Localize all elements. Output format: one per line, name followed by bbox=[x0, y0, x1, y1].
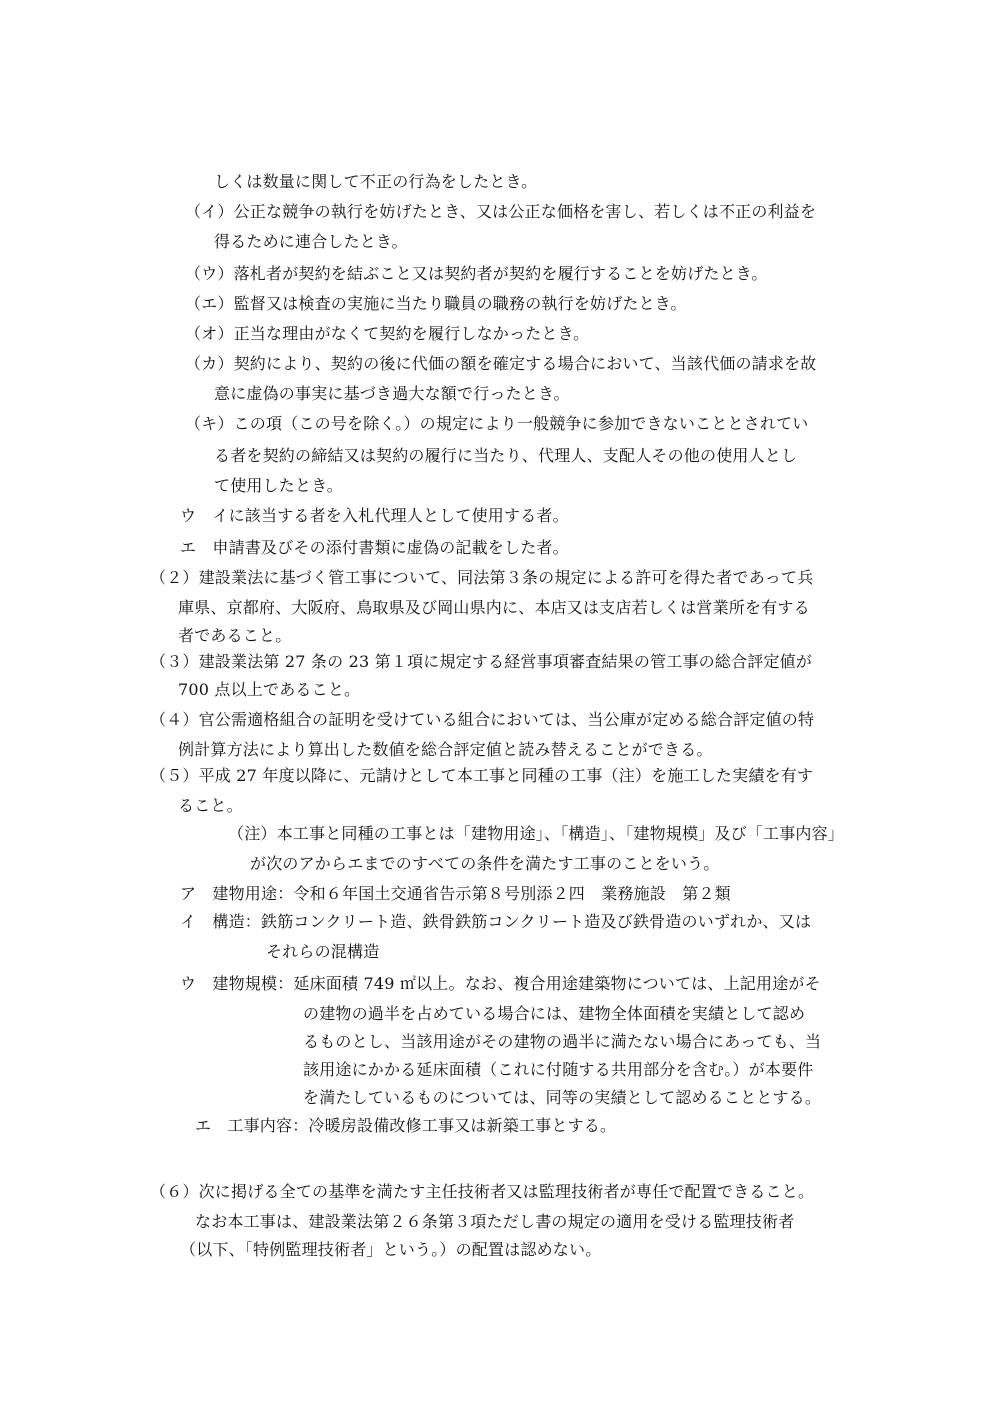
text-line: の建物の過半を占めている場合には、建物全体面積を実績として認め bbox=[303, 1004, 806, 1023]
text-line: 得るために連合したとき。 bbox=[214, 232, 408, 251]
text-line: なお本工事は、建設業法第２６条第３項ただし書の規定の適用を受ける監理技術者 bbox=[195, 1212, 795, 1231]
text-line: を満たしているものについては、同等の実績として認めることとする。 bbox=[303, 1088, 822, 1107]
text-line: イ 構造：鉄筋コンクリート造、鉄骨鉄筋コンクリート造及び鉄骨造のいずれか、又は bbox=[180, 912, 812, 931]
text-line: （以下、「特例監理技術者」という。）の配置は認めない。 bbox=[180, 1240, 602, 1259]
text-line: （カ）契約により、契約の後に代価の額を確定する場合において、当該代価の請求を故 bbox=[185, 354, 817, 373]
text-line: （エ）監督又は検査の実施に当たり職員の職務の執行を妨げたとき。 bbox=[185, 294, 687, 313]
text-line: 者であること。 bbox=[178, 626, 292, 645]
text-line: 例計算方法により算出した数値を総合評定値と読み替えることができる。 bbox=[178, 740, 713, 759]
text-line: （注）本工事と同種の工事とは「建物用途」、「構造」、「建物規模」及び「工事内容」 bbox=[228, 824, 845, 843]
text-line: （キ）この項（この号を除く。）の規定により一般競争に参加できないこととされてい bbox=[185, 414, 809, 433]
text-line: 意に虚偽の事実に基づき過大な額で行ったとき。 bbox=[214, 384, 570, 403]
text-line: ること。 bbox=[178, 796, 243, 815]
text-line: しくは数量に関して不正の行為をしたとき。 bbox=[214, 172, 538, 191]
text-line: ウ イに該当する者を入札代理人として使用する者。 bbox=[180, 506, 569, 525]
text-line: （４）官公需適格組合の証明を受けている組合においては、当公庫が定める総合評定値の特 bbox=[150, 710, 815, 729]
text-line: るものとし、当該用途がその建物の過半に満たない場合にあっても、当 bbox=[303, 1032, 822, 1051]
text-line: それらの混構造 bbox=[266, 942, 380, 961]
text-line: （イ）公正な競争の執行を妨げたとき、又は公正な価格を害し、若しくは不正の利益を bbox=[185, 202, 817, 221]
text-line: 該用途にかかる延床面積（これに付随する共用部分を含む。）が本要件 bbox=[303, 1060, 814, 1079]
text-line: ウ 建物規模：延床面積 749 ㎡以上。なお、複合用途建築物については、上記用途がそ bbox=[180, 974, 821, 993]
text-line: （オ）正当な理由がなくて契約を履行しなかったとき。 bbox=[185, 324, 590, 343]
text-line: エ 申請書及びその添付書類に虚偽の記載をした者。 bbox=[180, 538, 569, 557]
text-line: る者を契約の締結又は契約の履行に当たり、代理人、支配人その他の使用人とし bbox=[214, 446, 798, 465]
text-line: ア 建物用途：令和６年国土交通省告示第８号別添２四 業務施設 第２類 bbox=[180, 884, 731, 903]
text-line: （３）建設業法第 27 条の 23 第１項に規定する経営事項審査結果の管工事の総合評定値が bbox=[150, 652, 813, 671]
text-line: エ 工事内容：冷暖房設備改修工事又は新築工事とする。 bbox=[195, 1116, 617, 1135]
text-line: 庫県、京都府、大阪府、鳥取県及び岡山県内に、本店又は支店若しくは営業所を有する bbox=[178, 598, 810, 617]
text-line: が次のアからエまでのすべての条件を満たす工事のことをいう。 bbox=[250, 854, 720, 873]
text-line: て使用したとき。 bbox=[214, 476, 343, 495]
text-line: （５）平成 27 年度以降に、元請けとして本工事と同種の工事（注）を施工した実績を有す bbox=[150, 766, 814, 785]
text-line: 700 点以上であること。 bbox=[178, 680, 361, 699]
text-line: （６）次に掲げる全ての基準を満たす主任技術者又は監理技術者が専任で配置できること。 bbox=[150, 1182, 815, 1201]
text-line: （ウ）落札者が契約を結ぶこと又は契約者が契約を履行することを妨げたとき。 bbox=[185, 264, 768, 283]
text-line: （２）建設業法に基づく管工事について、同法第３条の規定による許可を得た者であって兵 bbox=[150, 568, 814, 587]
